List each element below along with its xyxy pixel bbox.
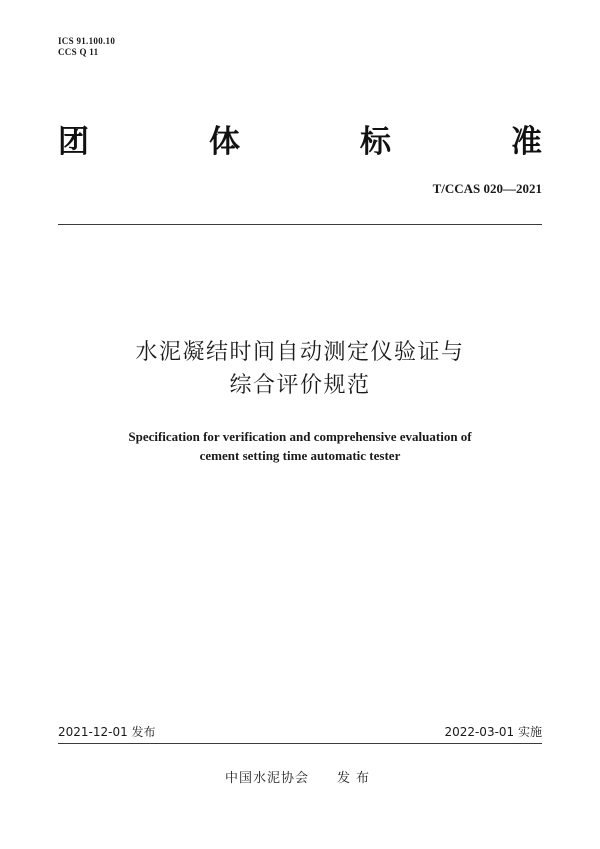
standard-type-char: 体 — [209, 124, 240, 160]
ccs-code: CCS Q 11 — [58, 47, 99, 57]
title-english-line-1: Specification for verification and comprehensive evaluation of — [128, 429, 472, 444]
standard-type-char: 团 — [58, 124, 89, 160]
implementation-date: 2022-03-01 实施 — [444, 725, 542, 739]
top-divider — [58, 224, 542, 225]
issue-date: 2021-12-01 发布 — [58, 725, 156, 739]
ics-code: ICS 91.100.10 — [58, 36, 116, 46]
standard-type-heading — [58, 122, 542, 162]
title-english-line-2: cement setting time automatic tester — [199, 448, 401, 463]
standard-type-char: 标 — [360, 124, 391, 160]
title-chinese-line-1: 水泥凝结时间自动测定仪验证与 — [135, 340, 465, 365]
standard-number: T/CCAS 020—2021 — [432, 181, 542, 196]
standard-type-char: 准 — [511, 124, 542, 160]
publisher-action: 发布 — [337, 771, 376, 786]
publisher-line — [0, 770, 600, 788]
bottom-divider — [58, 743, 542, 744]
publisher-name: 中国水泥协会 — [224, 771, 309, 786]
title-chinese-line-2: 综合评价规范 — [229, 373, 371, 398]
